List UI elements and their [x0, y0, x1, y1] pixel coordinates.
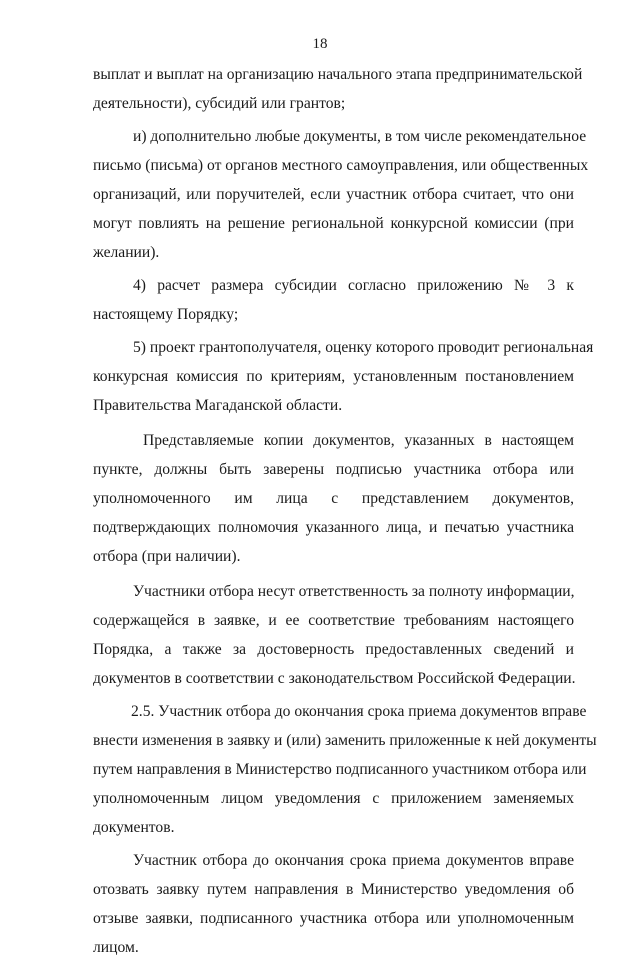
- text-line: Порядка, а также за достоверность предоставленных сведений и: [93, 641, 574, 658]
- paragraph-item-5: [93, 333, 594, 420]
- text-line: Представляемые копии документов, указанных в настоящем: [143, 432, 574, 449]
- paragraph-responsibility: [93, 577, 574, 693]
- text-line: содержащейся в заявке, и ее соответствие требованиям настоящего: [93, 612, 574, 629]
- text-line: конкурсная комиссия по критериям, установленным постановлением: [93, 368, 574, 385]
- text-line: письмо (письма) от органов местного самоуправления, или общественных: [93, 157, 589, 174]
- text-line: 4) расчет размера субсидии согласно приложению № 3 к: [133, 277, 574, 294]
- text-line: деятельности), субсидий или грантов;: [93, 95, 346, 112]
- paragraph-withdraw-application: [93, 846, 574, 962]
- document-body: [93, 60, 597, 962]
- text-line: Участники отбора несут ответственность за полноту информации,: [133, 583, 575, 600]
- paragraph-section-2-5: [93, 697, 597, 842]
- text-line: подтверждающих полномочия указанного лица, и печатью участника: [93, 519, 574, 536]
- text-line: путем направления в Министерство подписанного участником отбора или: [93, 761, 587, 778]
- text-line: 2.5. Участник отбора до окончания срока приема документов вправе: [131, 703, 587, 720]
- text-line: Правительства Магаданской области.: [93, 397, 343, 414]
- text-line: 5) проект грантополучателя, оценку которого проводит региональная: [133, 339, 594, 356]
- page-number: 18: [312, 36, 328, 52]
- text-line: уполномоченного им лица с представлением документов,: [93, 490, 574, 507]
- text-line: выплат и выплат на организацию начального этапа предпринимательской: [93, 66, 583, 83]
- text-line: организаций, или поручителей, если участник отбора считает, что они: [93, 186, 574, 203]
- text-line: Участник отбора до окончания срока приема документов вправе: [133, 852, 574, 869]
- text-line: пункте, должны быть заверены подписью участника отбора или: [93, 461, 574, 478]
- paragraph-continuation: [93, 60, 583, 118]
- paragraph-copies-certification: [93, 426, 574, 571]
- paragraph-item-4: [93, 271, 574, 329]
- text-line: настоящему Порядку;: [93, 306, 239, 323]
- text-line: отозвать заявку путем направления в Министерство уведомления об: [93, 881, 574, 898]
- text-line: документов.: [93, 819, 175, 836]
- text-line: и) дополнительно любые документы, в том числе рекомендательное: [133, 128, 587, 145]
- text-line: желании).: [93, 244, 160, 261]
- text-line: отбора (при наличии).: [93, 548, 241, 565]
- text-line: отзыве заявки, подписанного участника отбора или уполномоченным: [93, 910, 574, 927]
- text-line: лицом.: [93, 939, 139, 956]
- paragraph-item-i: [93, 122, 589, 267]
- text-line: документов в соответствии с законодательством Российской Федерации.: [93, 670, 576, 687]
- text-line: могут повлиять на решение региональной конкурсной комиссии (при: [93, 215, 574, 232]
- text-line: внести изменения в заявку и (или) заменить приложенные к ней документы: [93, 732, 597, 749]
- text-line: уполномоченным лицом уведомления с приложением заменяемых: [93, 790, 574, 807]
